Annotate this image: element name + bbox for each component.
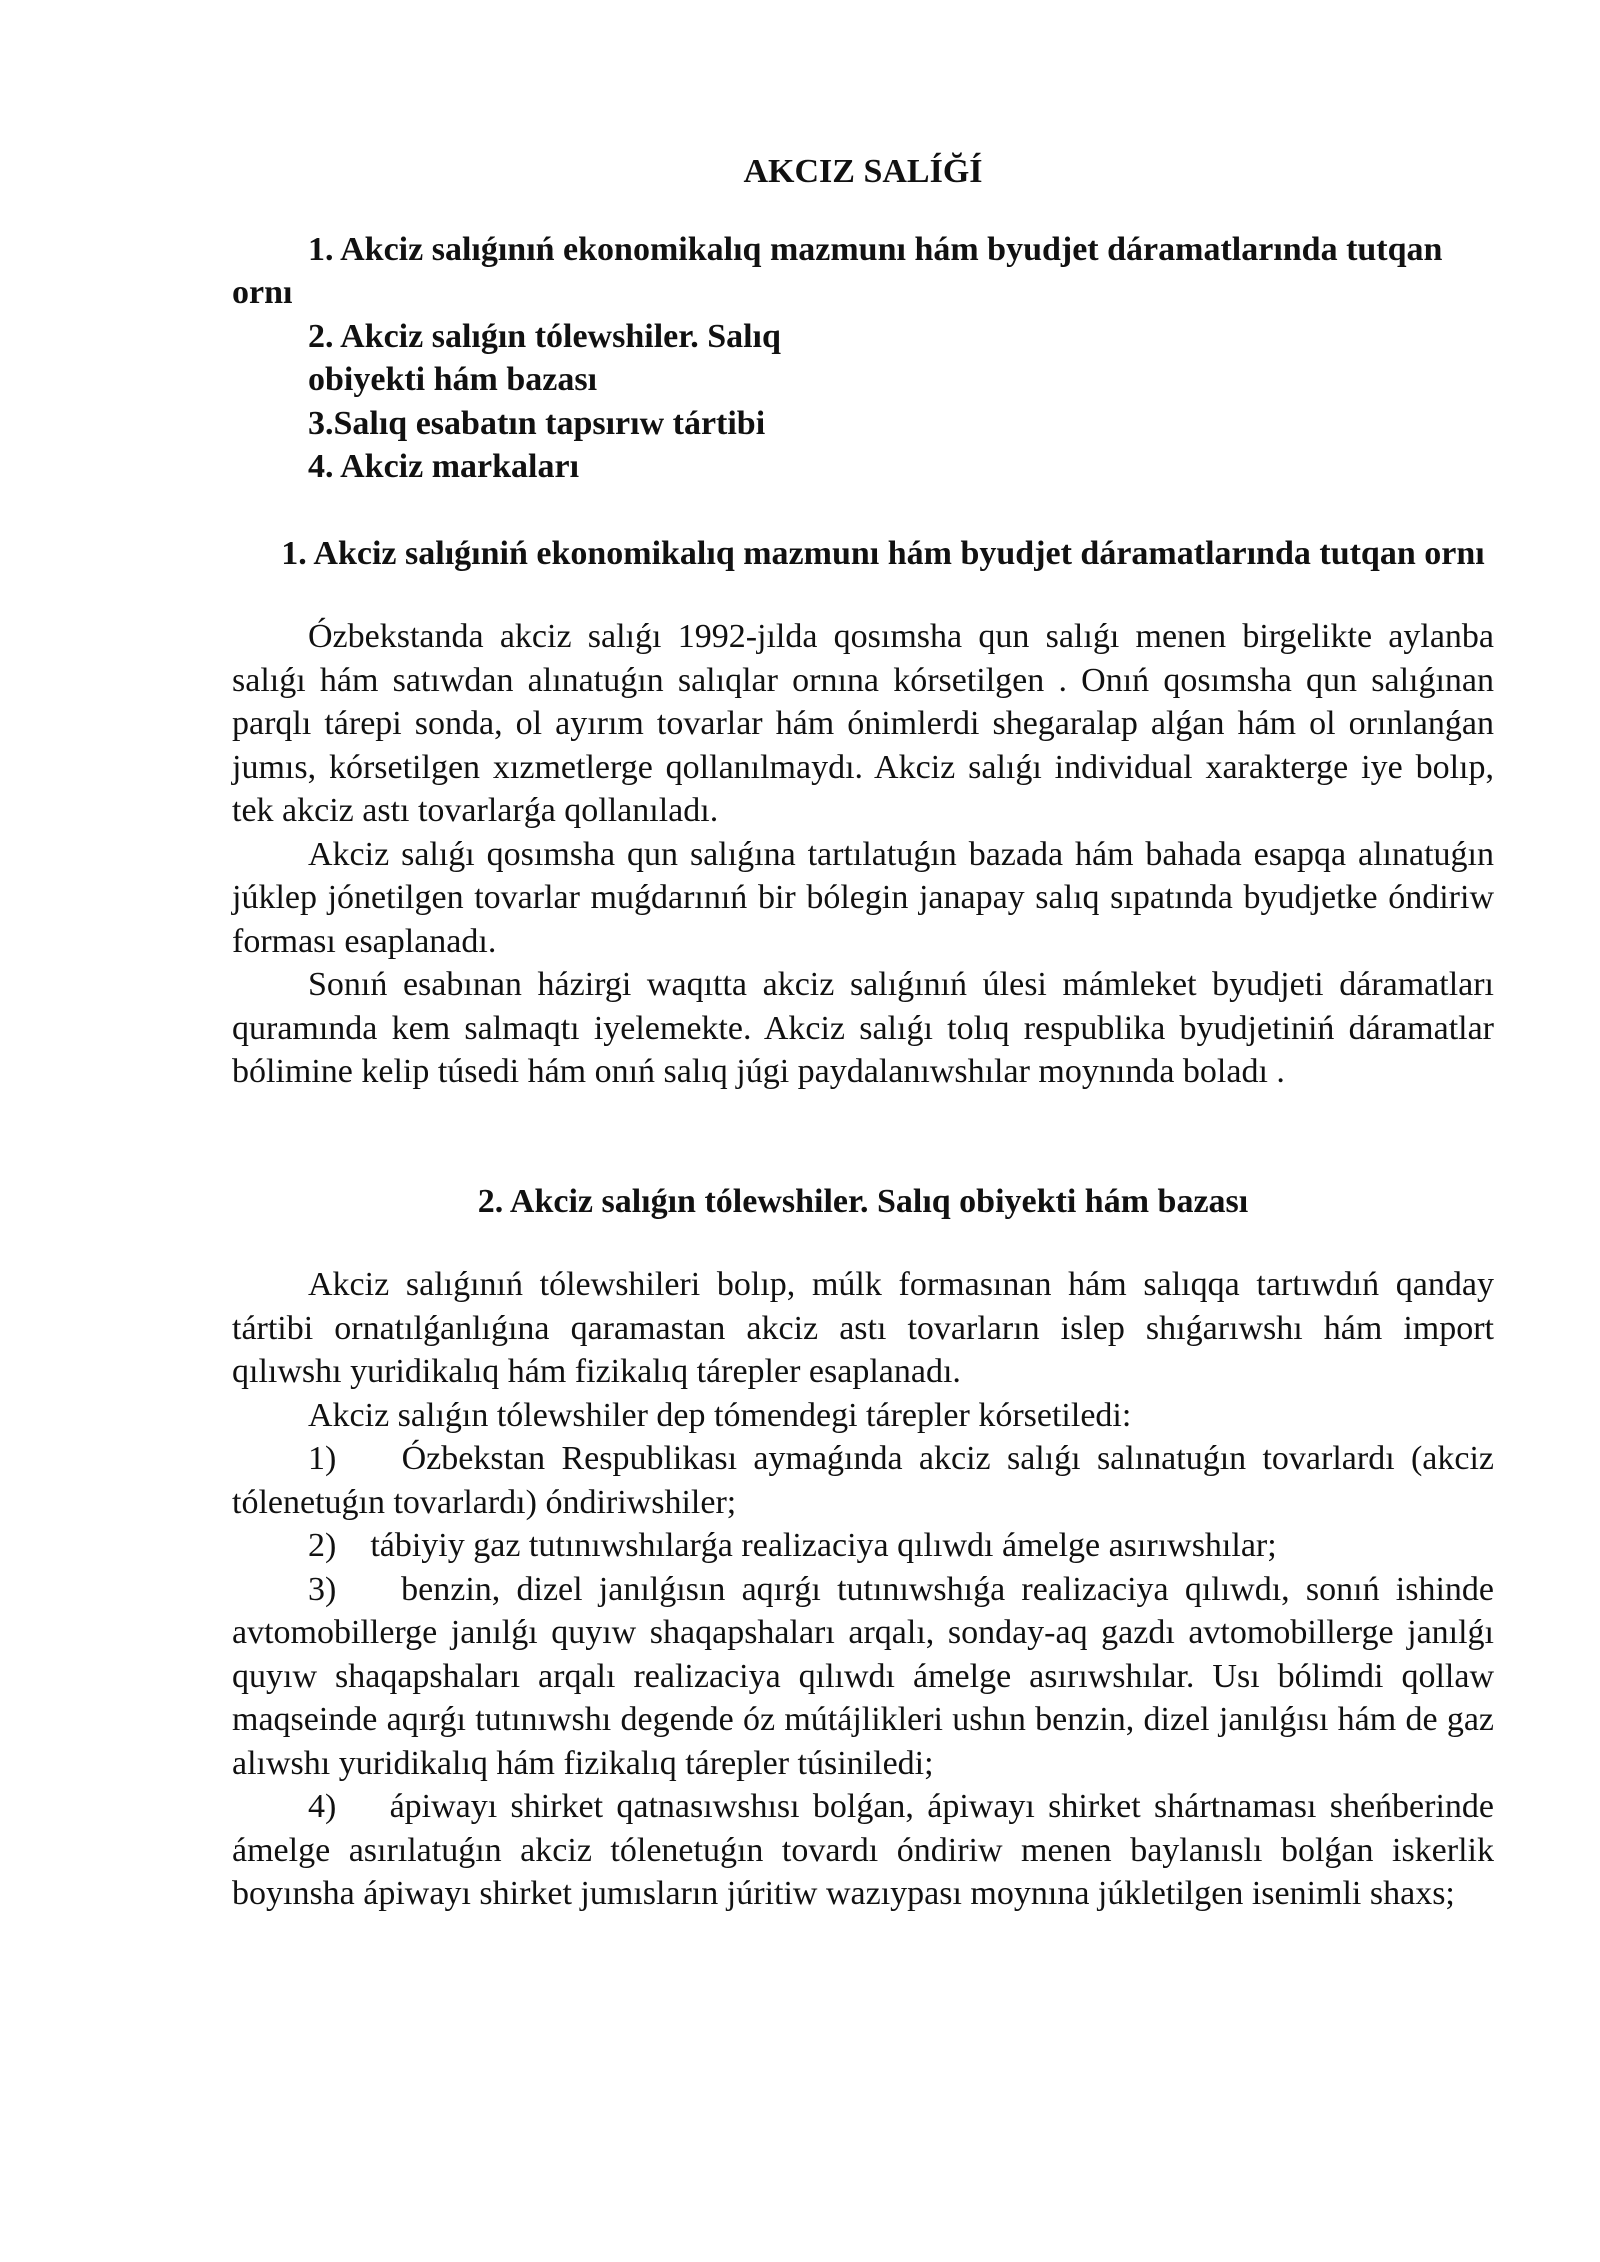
list-item: 2) tábiyiy gaz tutınıwshılarǵa realizaciya qılıwdı ámelge asırıwshılar;	[308, 1527, 1277, 1564]
document-title: AKCIZ SALÍĞÍ	[743, 153, 983, 190]
paragraph: Akciz salıǵınıń tólewshileri bolıp, múlk formasınan hám salıqqa tartıwdıń qanday tártibi ornatılǵanlıǵına qaramastan akciz astı tovarların islep shıǵarıwshı hám import qılıwshı yuridikalıq hám fizikalıq tárepler esaplanadı.	[232, 1266, 1494, 1390]
section-1-body	[232, 615, 1494, 1094]
section-1-heading: 1. Akciz salıǵıniń ekonomikalıq mazmunı hám byudjet dáramatlarında tutqan ornı	[281, 534, 1485, 572]
toc-item-2: 2. Akciz salıǵın tólewshiler. Salıq obiyekti hám bazası	[308, 317, 781, 398]
toc-item-3: 3.Salıq esabatın tapsırıw tártibi	[308, 404, 766, 442]
toc-item-4: 4. Akciz markaları	[308, 448, 580, 485]
paragraph: Ózbekstanda akciz salıǵı 1992-jılda qosımsha qun salıǵı menen birgelikte aylanba salıǵı hám satıwdan alınatuǵın salıqlar ornına kórsetilgen . Onıń qosımsha qun salıǵınan parqlı tárepi sonda, ol ayırım tovarlar hám ónimlerdi shegaralap alǵan hám ol orınlanǵan jumıs, kórsetilgen xızmetlerge qollanılmaydı. Akciz salıǵı individual xarakterge iye bolıp, tek akciz astı tovarlarǵa qollanıladı.	[232, 618, 1494, 829]
list-item: 1) Ózbekstan Respublikası aymaǵında akciz salıǵı salınatuǵın tovarlardı (akciz tólenetuǵın tovarlardı) óndiriwshiler;	[232, 1440, 1494, 1521]
document-body	[232, 150, 1494, 1916]
paragraph: Akciz salıǵın tólewshiler dep tómendegi tárepler kórsetiledi:	[308, 1396, 1132, 1434]
paragraph: Sonıń esabınan házirgi waqıtta akciz salıǵınıń úlesi mámleket byudjeti dáramatları quramında kem salmaqtı iyelemekte. Akciz salıǵı tolıq respublika byudjetiniń dáramatlar bólimine kelip túsedi hám onıń salıq júgi paydalanıwshılar moynında boladı .	[232, 966, 1494, 1090]
toc-item-1: 1. Akciz salıǵınıń ekonomikalıq mazmunı hám byudjet dáramatlarında tutqan ornı	[232, 230, 1443, 311]
list-item: 4) ápiwayı shirket qatnasıwshısı bolǵan, ápiwayı shirket shártnaması sheńberinde ámelge asırılatuǵın akciz tólenetuǵın tovardı óndiriw menen baylanıslı bolǵan iskerlik boyınsha ápiwayı shirket jumısların júritiw wazıypası moynına júkletilgen isenimli shaxs;	[232, 1788, 1494, 1912]
paragraph: Akciz salıǵı qosımsha qun salıǵına tartılatuǵın bazada hám bahada esapqa alınatuǵın júklep jónetilgen tovarlar muǵdarınıń bir bólegin janapay salıq sıpatında byudjetke óndiriw forması esaplanadı.	[232, 835, 1494, 960]
table-of-contents	[232, 228, 1494, 489]
section-2-heading: 2. Akciz salıǵın tólewshiler. Salıq obiyekti hám bazası	[477, 1182, 1249, 1220]
list-item: 3) benzin, dizel janılǵısın aqırǵı tutınıwshıǵa realizaciya qılıwdı, sonıń ishinde avtomobillerge janılǵı quyıw shaqapshaları arqalı, sonday-aq gazdı avtomobillerge janılǵı quyıw shaqapshaları arqalı realizaciya qılıwdı ámelge asırıwshılar. Usı bólimdi qollaw maqseinde aqırǵı tutınıwshı degende óz mútájlikleri ushın benzin, dizel janılǵısı hám de gaz alıwshı yuridikalıq hám fizikalıq tárepler túsiniledi;	[232, 1570, 1494, 1782]
section-2-body	[232, 1263, 1494, 1916]
